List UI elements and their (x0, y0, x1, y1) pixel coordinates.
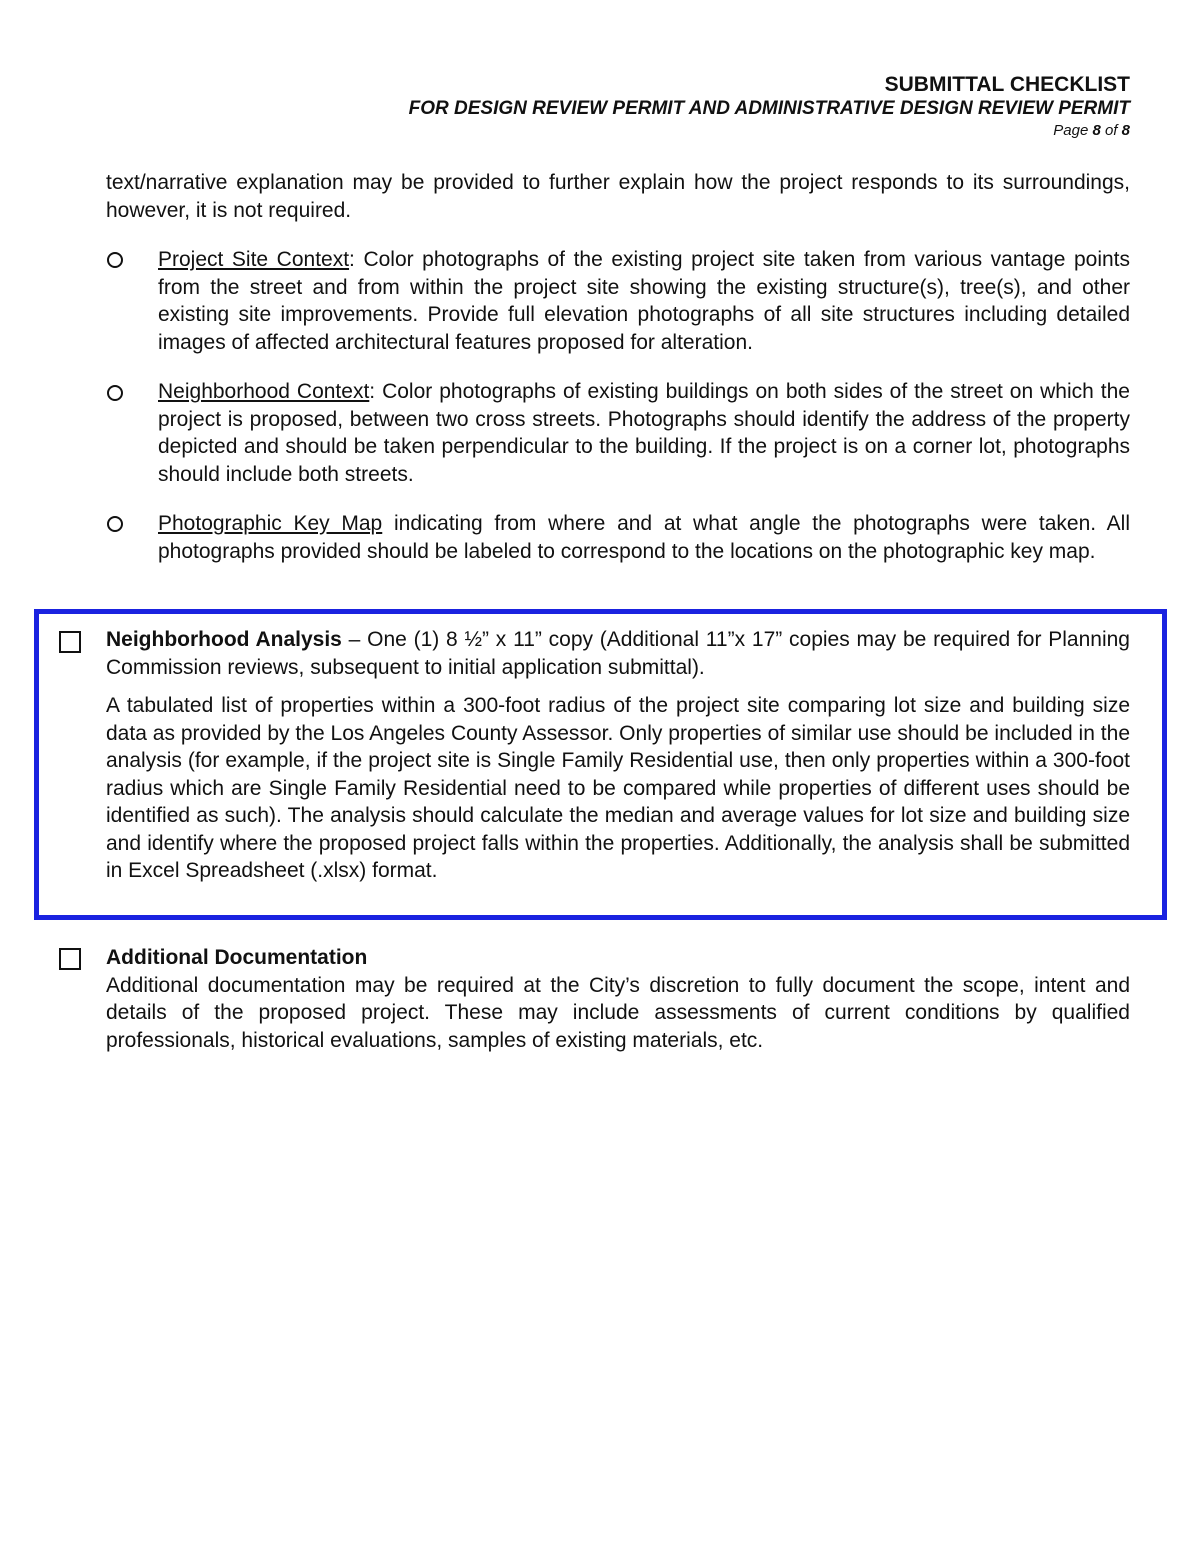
bullet-photographic-key-map (158, 510, 1130, 565)
bullet-circle-icon (107, 252, 123, 268)
header-title: SUBMITTAL CHECKLIST (884, 73, 1130, 96)
page-sep: of (1100, 122, 1122, 139)
page-current: 8 (1092, 122, 1101, 139)
neighborhood-analysis-checkbox[interactable] (59, 631, 81, 653)
bullet-heading: Project Site Context (158, 248, 350, 271)
neighborhood-analysis-body: A tabulated list of properties within a 300-foot radius of the project site comparing lot size and building size data as provided by the Los Angeles County Assessor. Only properties of similar use should be included in the analysis (for example, if the project site is Single Family Residential use, then only properties within a 300-foot radius which are Single Family Residential need to be compared while properties of different uses should be identified as such). The analysis should calculate the median and average values for lot size and building size and identify where the proposed project falls within the properties. Additionally, the analysis shall be submitted in Excel Spreadsheet (.xlsx) format. (106, 694, 1130, 882)
page-header (409, 72, 1130, 141)
bullet-circle-icon (107, 385, 123, 401)
additional-documentation (106, 944, 1130, 1054)
bullet-text: : Color photographs of the existing project site taken from various vantage points from the street and from within the project site showing the existing structure(s), tree(s), and other existing site improvements. Provide full elevation photographs of all site structures including detailed images of affected architectural features proposed for alteration. (158, 248, 1131, 354)
bullet-circle-icon (107, 516, 123, 532)
page-total: 8 (1121, 122, 1130, 139)
neighborhood-analysis-heading: Neighborhood Analysis (106, 628, 342, 651)
bullet-heading: Neighborhood Context (158, 380, 370, 403)
page-number (409, 121, 1130, 141)
bullet-project-site-context (158, 246, 1130, 356)
bullet-text: indicating from where and at what angle the photographs were taken. All photographs provided should be labeled to correspond to the locations on the photographic key map. (158, 512, 1130, 563)
bullet-heading: Photographic Key Map (158, 512, 383, 535)
page-prefix: Page (1053, 122, 1093, 139)
bullet-text: : Color photographs of existing buildings on both sides of the street on which the project is proposed, between two cross streets. Photographs should identify the address of the property depicted and should be taken perpendicular to the building. If the project is on a corner lot, photographs should include both streets. (158, 380, 1130, 486)
neighborhood-analysis-copy-note: – One (1) 8 ½” x 11” copy (Additional 11”x 17” copies may be required for Planning Commission reviews, subsequent to initial application submittal). (106, 628, 1130, 679)
additional-documentation-checkbox[interactable] (59, 948, 81, 970)
bullet-neighborhood-context (158, 378, 1130, 488)
header-subtitle: FOR DESIGN REVIEW PERMIT AND ADMINISTRATIVE DESIGN REVIEW PERMIT (408, 98, 1130, 119)
intro-paragraph: text/narrative explanation may be provided to further explain how the project responds to its surroundings, however, it is not required. (106, 171, 1130, 222)
additional-documentation-heading: Additional Documentation (106, 946, 368, 969)
additional-documentation-body: Additional documentation may be required at the City’s discretion to fully document the scope, intent and details of the proposed project. These may include assessments of current conditions by qualified professionals, historical evaluations, samples of existing materials, etc. (106, 973, 1130, 1052)
neighborhood-analysis-lead (106, 626, 1130, 681)
